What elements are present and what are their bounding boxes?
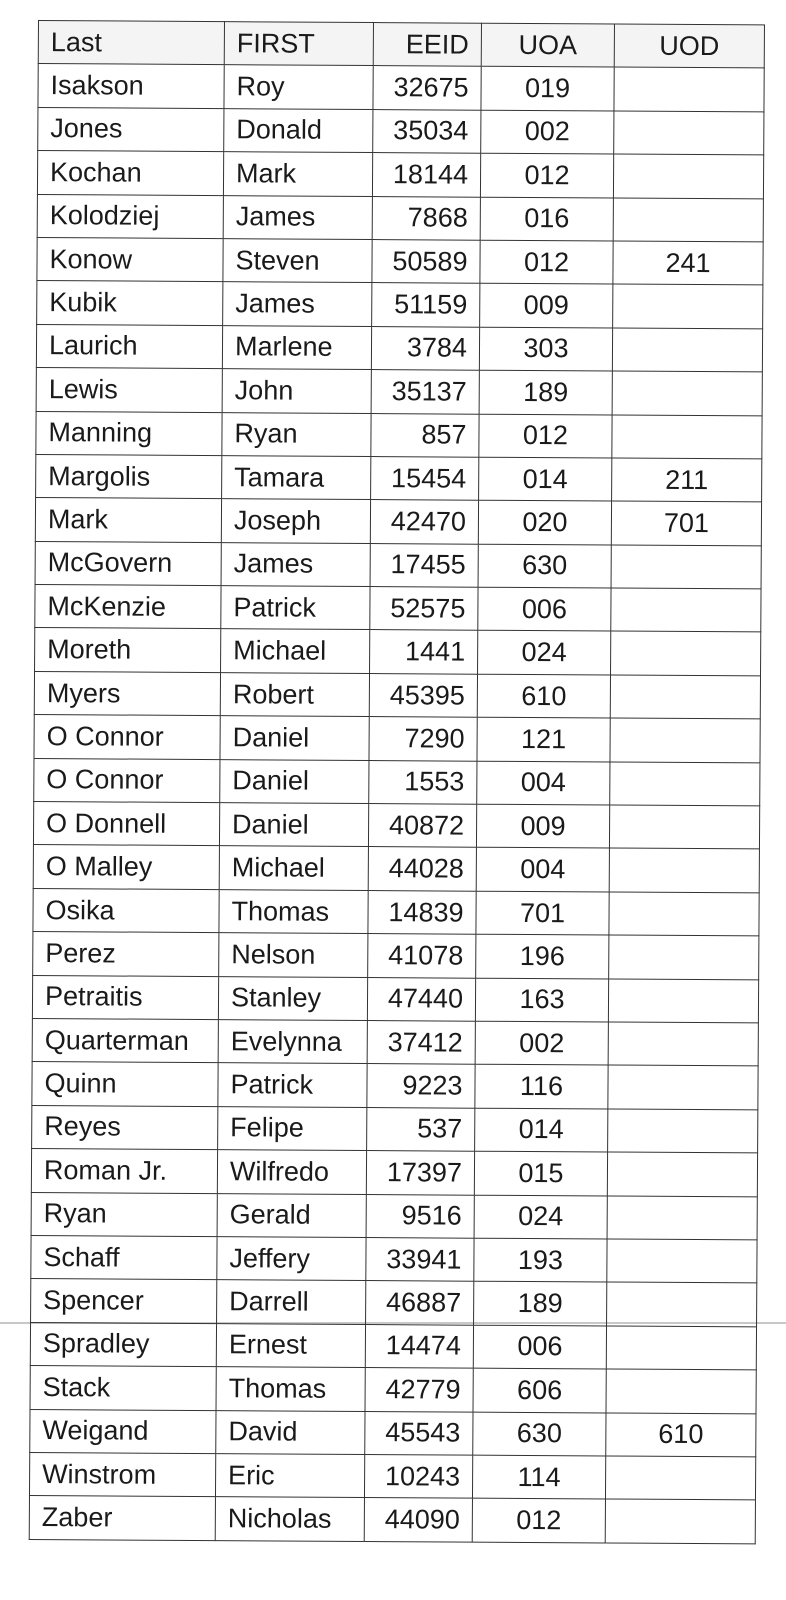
cell-first: James — [223, 195, 372, 239]
cell-eeid: 17397 — [366, 1151, 474, 1195]
table-row — [37, 281, 763, 329]
table-row — [36, 324, 762, 372]
cell-uoa: 630 — [478, 544, 611, 588]
cell-uod — [613, 154, 763, 198]
cell-uod: 701 — [611, 501, 761, 545]
cell-last: Spradley — [30, 1322, 216, 1367]
cell-uoa: 610 — [477, 674, 610, 718]
cell-uod — [605, 1499, 755, 1543]
table-row — [33, 845, 759, 893]
cell-uoa: 019 — [481, 67, 614, 111]
cell-last: Moreth — [35, 628, 221, 673]
cell-eeid: 9516 — [366, 1194, 474, 1238]
cell-first: Roy — [224, 65, 373, 109]
table-row — [31, 1235, 757, 1283]
cell-first: Daniel — [220, 759, 369, 803]
cell-first: David — [216, 1410, 365, 1454]
cell-last: Kubik — [37, 281, 223, 326]
cell-eeid: 9223 — [367, 1064, 475, 1108]
table-row — [33, 888, 759, 936]
cell-first: Ernest — [216, 1323, 365, 1367]
header-uod: UOD — [614, 24, 764, 68]
cell-last: Konow — [37, 237, 223, 282]
cell-eeid: 14474 — [365, 1324, 473, 1368]
table-row — [36, 368, 762, 416]
cell-last: Laurich — [36, 324, 222, 369]
cell-uoa: 006 — [473, 1325, 606, 1369]
cell-eeid: 45395 — [369, 673, 477, 717]
cell-last: O Connor — [34, 758, 220, 803]
cell-first: Thomas — [216, 1367, 365, 1411]
cell-uod — [612, 415, 762, 459]
cell-uod — [608, 979, 758, 1023]
table-row — [32, 975, 758, 1023]
cell-last: Isakson — [38, 64, 224, 109]
cell-last: Myers — [34, 671, 220, 716]
cell-eeid: 40872 — [368, 804, 476, 848]
table-row — [31, 1149, 757, 1197]
cell-uoa: 189 — [479, 370, 612, 414]
cell-uoa: 002 — [481, 110, 614, 154]
cell-uoa: 009 — [480, 284, 613, 328]
cell-uod — [609, 892, 759, 936]
cell-first: Donald — [224, 108, 373, 152]
cell-uod — [610, 762, 760, 806]
cell-eeid: 14839 — [368, 890, 476, 934]
table-row — [35, 541, 761, 589]
cell-first: Ryan — [222, 412, 371, 456]
table-row — [30, 1409, 756, 1457]
cell-eeid: 3784 — [371, 326, 479, 370]
cell-uod — [611, 545, 761, 589]
cell-eeid: 41078 — [368, 934, 476, 978]
cell-uoa: 193 — [474, 1238, 607, 1282]
cell-last: Petraitis — [32, 975, 218, 1020]
cell-first: John — [222, 369, 371, 413]
cell-uod — [610, 675, 760, 719]
cell-last: Osika — [33, 888, 219, 933]
cell-eeid: 32675 — [373, 66, 481, 110]
cell-last: Margolis — [36, 454, 222, 499]
cell-uoa: 189 — [474, 1282, 607, 1326]
cell-last: Perez — [33, 932, 219, 977]
cell-uoa: 303 — [479, 327, 612, 371]
cell-first: Mark — [223, 152, 372, 196]
cell-first: Darrell — [217, 1280, 366, 1324]
cell-uoa: 012 — [480, 240, 613, 284]
cell-uod — [608, 1065, 758, 1109]
cell-uoa: 012 — [472, 1498, 605, 1542]
cell-last: Kochan — [37, 151, 223, 196]
cell-uoa: 024 — [474, 1195, 607, 1239]
cell-eeid: 1441 — [370, 630, 478, 674]
cell-last: Spencer — [31, 1279, 217, 1324]
table-row — [35, 498, 761, 546]
table-header — [38, 21, 764, 69]
cell-uod — [608, 1022, 758, 1066]
cell-uod — [613, 284, 763, 328]
cell-eeid: 50589 — [372, 239, 480, 283]
table-row — [35, 628, 761, 676]
cell-eeid: 46887 — [366, 1281, 474, 1325]
cell-first: Michael — [221, 629, 370, 673]
cell-eeid: 45543 — [365, 1411, 473, 1455]
cell-uoa: 701 — [476, 891, 609, 935]
cell-first: Joseph — [221, 499, 370, 543]
cell-uoa: 014 — [479, 457, 612, 501]
table-row — [33, 932, 759, 980]
cell-uod — [606, 1369, 756, 1413]
header-eeid: EEID — [373, 23, 481, 67]
cell-eeid: 37412 — [367, 1021, 475, 1065]
cell-first: Evelynna — [218, 1020, 367, 1064]
cell-last: Mark — [35, 498, 221, 543]
cell-last: Reyes — [32, 1105, 218, 1150]
cell-uoa: 015 — [474, 1151, 607, 1195]
cell-last: Ryan — [31, 1192, 217, 1237]
cell-first: Patrick — [221, 586, 370, 630]
cell-last: O Connor — [34, 715, 220, 760]
cell-eeid: 7290 — [369, 717, 477, 761]
cell-eeid: 47440 — [367, 977, 475, 1021]
cell-last: Roman Jr. — [31, 1149, 217, 1194]
cell-last: Lewis — [36, 368, 222, 413]
table-row — [32, 1062, 758, 1110]
cell-uod — [612, 371, 762, 415]
cell-uod: 241 — [613, 241, 763, 285]
cell-last: Schaff — [31, 1235, 217, 1280]
cell-eeid: 857 — [371, 413, 479, 457]
cell-first: James — [221, 542, 370, 586]
cell-eeid: 17455 — [370, 543, 478, 587]
table-row — [36, 411, 762, 459]
cell-uoa: 002 — [475, 1021, 608, 1065]
cell-first: Thomas — [219, 889, 368, 933]
cell-last: McKenzie — [35, 585, 221, 630]
cell-eeid: 35137 — [371, 370, 479, 414]
cell-last: Jones — [38, 107, 224, 152]
table-row — [32, 1105, 758, 1153]
cell-last: McGovern — [35, 541, 221, 586]
table-row — [29, 1452, 755, 1500]
cell-uod — [609, 848, 759, 892]
table-row — [38, 64, 764, 112]
cell-uoa: 012 — [479, 414, 612, 458]
cell-uod — [605, 1456, 755, 1500]
cell-first: Robert — [220, 672, 369, 716]
cell-last: Weigand — [30, 1409, 216, 1454]
cell-uoa: 016 — [480, 197, 613, 241]
cell-first: James — [223, 282, 372, 326]
cell-uod — [608, 1109, 758, 1153]
table-row — [31, 1192, 757, 1240]
cell-uod — [614, 67, 764, 111]
cell-uoa: 163 — [475, 978, 608, 1022]
cell-first: Jeffery — [217, 1237, 366, 1281]
cell-eeid: 33941 — [366, 1237, 474, 1281]
cell-uod — [612, 328, 762, 372]
cell-eeid: 15454 — [371, 456, 479, 500]
cell-uod — [607, 1152, 757, 1196]
cell-uoa: 020 — [478, 500, 611, 544]
cell-eeid: 7868 — [372, 196, 480, 240]
cell-uoa: 024 — [478, 631, 611, 675]
table-row — [31, 1279, 757, 1327]
table-row — [30, 1366, 756, 1414]
cell-first: Eric — [215, 1454, 364, 1498]
cell-last: Zaber — [29, 1496, 215, 1541]
table-row — [37, 194, 763, 242]
cell-first: Patrick — [218, 1063, 367, 1107]
cell-last: Quarterman — [32, 1018, 218, 1063]
cell-first: Tamara — [222, 456, 371, 500]
cell-first: Stanley — [218, 976, 367, 1020]
table-row — [29, 1496, 755, 1544]
cell-first: Michael — [219, 846, 368, 890]
cell-uod — [614, 111, 764, 155]
cell-first: Marlene — [222, 325, 371, 369]
cell-uoa: 014 — [475, 1108, 608, 1152]
cell-uoa: 006 — [478, 587, 611, 631]
table-row — [36, 454, 762, 502]
cell-uod — [611, 631, 761, 675]
cell-eeid: 35034 — [373, 109, 481, 153]
cell-uod — [613, 198, 763, 242]
cell-uoa: 606 — [473, 1368, 606, 1412]
cell-eeid: 42779 — [365, 1368, 473, 1412]
cell-last: Manning — [36, 411, 222, 456]
cell-first: Daniel — [220, 716, 369, 760]
cell-eeid: 10243 — [364, 1454, 472, 1498]
cell-uoa: 009 — [476, 804, 609, 848]
cell-eeid: 44028 — [368, 847, 476, 891]
table-row — [30, 1322, 756, 1370]
header-uoa: UOA — [481, 23, 614, 67]
cell-eeid: 42470 — [370, 500, 478, 544]
cell-first: Steven — [223, 239, 372, 283]
table-row — [34, 671, 760, 719]
cell-last: Stack — [30, 1366, 216, 1411]
cell-uod — [611, 588, 761, 632]
cell-uoa: 196 — [476, 934, 609, 978]
table-row — [33, 802, 759, 850]
cell-last: O Donnell — [33, 802, 219, 847]
cell-eeid: 537 — [367, 1107, 475, 1151]
cell-uod — [606, 1326, 756, 1370]
cell-uoa: 004 — [477, 761, 610, 805]
cell-uod — [607, 1196, 757, 1240]
table-row — [35, 585, 761, 633]
cell-uoa: 630 — [473, 1412, 606, 1456]
header-row — [38, 21, 764, 69]
table-row — [38, 107, 764, 155]
cell-first: Gerald — [217, 1193, 366, 1237]
cell-uod — [609, 805, 759, 849]
cell-uod — [607, 1282, 757, 1326]
cell-last: Winstrom — [29, 1452, 215, 1497]
header-first: FIRST — [224, 22, 373, 66]
table-body — [29, 64, 764, 1544]
cell-last: Kolodziej — [37, 194, 223, 239]
cell-first: Nicholas — [215, 1497, 364, 1541]
table-row — [32, 1018, 758, 1066]
cell-uod — [609, 935, 759, 979]
table-row — [37, 151, 763, 199]
cell-uoa: 004 — [476, 848, 609, 892]
table-row — [34, 758, 760, 806]
cell-eeid: 52575 — [370, 587, 478, 631]
cell-first: Nelson — [219, 933, 368, 977]
cell-uoa: 116 — [475, 1065, 608, 1109]
table-row — [37, 237, 763, 285]
cell-uod — [610, 718, 760, 762]
cell-uod — [607, 1239, 757, 1283]
cell-eeid: 51159 — [372, 283, 480, 327]
cell-uoa: 114 — [472, 1455, 605, 1499]
cell-eeid: 44090 — [364, 1498, 472, 1542]
employee-table — [29, 20, 765, 1544]
cell-uod: 211 — [612, 458, 762, 502]
cell-first: Felipe — [218, 1106, 367, 1150]
header-last: Last — [38, 21, 224, 66]
cell-eeid: 1553 — [369, 760, 477, 804]
cell-uod: 610 — [606, 1412, 756, 1456]
cell-eeid: 18144 — [372, 153, 480, 197]
cell-uoa: 121 — [477, 717, 610, 761]
cell-last: Quinn — [32, 1062, 218, 1107]
cell-first: Daniel — [219, 803, 368, 847]
cell-last: O Malley — [33, 845, 219, 890]
cell-first: Wilfredo — [217, 1150, 366, 1194]
cell-uoa: 012 — [480, 153, 613, 197]
table-row — [34, 715, 760, 763]
